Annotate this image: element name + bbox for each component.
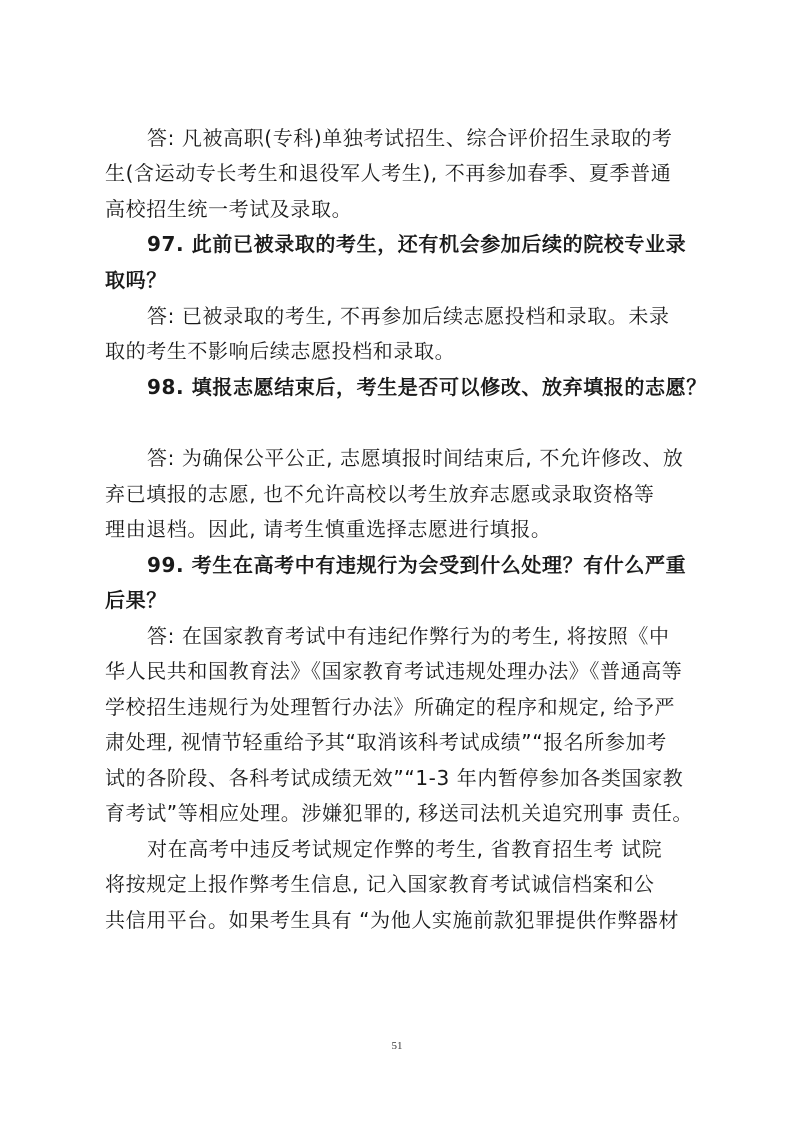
answer-99-line-2: 华人民共和国教育法》《国家教育考试违规处理办法》《普通高等 (105, 659, 683, 683)
question-99-line-2: 后果？ (105, 588, 167, 612)
question-99-line-1: 99. 考生在高考中有违规行为会受到什么处理？有什么严重 (147, 553, 687, 577)
answer-99-line-6: 育考试”等相应处理。涉嫌犯罪的, 移送司法机关追究刑事 责任。 (105, 801, 694, 825)
answer-99-line-1: 答: 在国家教育考试中有违纪作弊行为的考生, 将按照《中 (147, 624, 670, 648)
answer-99-line-3: 学校招生违规行为处理暂行办法》所确定的程序和规定, 给予严 (105, 695, 676, 719)
answer-96-line-3: 高校招生统一考试及录取。 (105, 197, 353, 221)
answer-99-line-5: 试的各阶段、各科考试成绩无效”“1-3 年内暂停参加各类国家教 (105, 766, 684, 790)
page-number: 51 (391, 1040, 403, 1052)
answer-97-line-1: 答: 已被录取的考生, 不再参加后续志愿投档和录取。未录 (147, 304, 670, 328)
answer-99-line-4: 肃处理, 视情节轻重给予其“取消该科考试成绩”“报名所参加考 (105, 730, 667, 754)
answer-99-para2-line-1: 对在高考中违反考试规定作弊的考生, 省教育招生考 试院 (147, 837, 663, 861)
answer-99-para2-line-3: 共信用平台。如果考生具有 “为他人实施前款犯罪提供作弊器材 (105, 908, 680, 932)
answer-98-line-1: 答: 为确保公平公正, 志愿填报时间结束后, 不允许修改、放 (147, 446, 684, 470)
answer-98-line-3: 理由退档。因此, 请考生慎重选择志愿进行填报。 (105, 517, 552, 541)
question-98-line-1: 98. 填报志愿结束后，考生是否可以修改、放弃填报的志愿？ (147, 375, 707, 399)
question-97-line-2: 取吗？ (105, 268, 167, 292)
answer-96-line-1: 答: 凡被高职(专科)单独考试招生、综合评价招生录取的考 (147, 126, 673, 150)
answer-96-line-2: 生(含运动专长考生和退役军人考生), 不再参加春季、夏季普通 (105, 161, 672, 185)
question-97-line-1: 97. 此前已被录取的考生，还有机会参加后续的院校专业录 (147, 232, 687, 256)
answer-99-para2-line-2: 将按规定上报作弊考生信息, 记入国家教育考试诚信档案和公 (105, 872, 655, 896)
answer-97-line-2: 取的考生不影响后续志愿投档和录取。 (105, 339, 456, 363)
answer-98-line-2: 弃已填报的志愿, 也不允许高校以考生放弃志愿或录取资格等 (105, 482, 655, 506)
